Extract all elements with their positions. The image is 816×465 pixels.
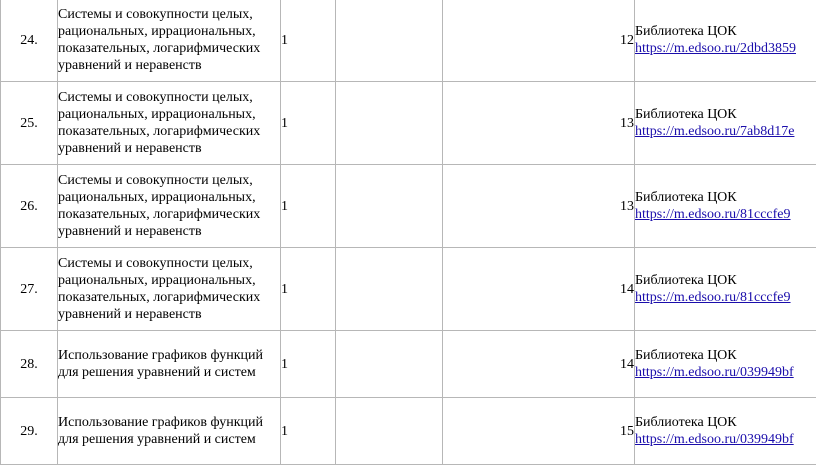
lesson-date: 14 — [443, 331, 635, 398]
control-works-cell — [336, 82, 443, 165]
resource-link[interactable]: https://m.edsoo.ru/81cccfe9 — [635, 289, 816, 306]
lesson-number: 29. — [1, 398, 58, 465]
resource-link[interactable]: https://m.edsoo.ru/81cccfe9 — [635, 206, 816, 223]
lesson-number: 25. — [1, 82, 58, 165]
lesson-date: 13 — [443, 82, 635, 165]
table-row — [1, 82, 816, 165]
resource-title: Библиотека ЦОК — [635, 347, 816, 364]
resource-cell — [635, 331, 816, 398]
control-works-cell — [336, 398, 443, 465]
resource-title: Библиотека ЦОК — [635, 106, 816, 123]
table-row — [1, 331, 816, 398]
lesson-hours: 1 — [281, 248, 336, 331]
lesson-number: 27. — [1, 248, 58, 331]
lesson-hours: 1 — [281, 82, 336, 165]
control-works-cell — [336, 248, 443, 331]
resource-cell — [635, 82, 816, 165]
control-works-cell — [336, 331, 443, 398]
resource-link[interactable]: https://m.edsoo.ru/2dbd3859 — [635, 40, 816, 57]
control-works-cell — [336, 0, 443, 82]
lesson-topic: Системы и совокупности целых, рациональных, иррациональных, показательных, логарифмических уравнений и неравенств — [58, 165, 281, 248]
table-row — [1, 0, 816, 82]
lesson-topic: Использование графиков функций для решения уравнений и систем — [58, 331, 281, 398]
lesson-hours: 1 — [281, 331, 336, 398]
resource-link[interactable]: https://m.edsoo.ru/7ab8d17e — [635, 123, 816, 140]
resource-title: Библиотека ЦОК — [635, 272, 816, 289]
lesson-date: 14 — [443, 248, 635, 331]
resource-cell — [635, 248, 816, 331]
table-row — [1, 165, 816, 248]
lesson-hours: 1 — [281, 165, 336, 248]
lesson-number: 24. — [1, 0, 58, 82]
lesson-date: 12 — [443, 0, 635, 82]
table-row — [1, 248, 816, 331]
lesson-topic: Использование графиков функций для решения уравнений и систем — [58, 398, 281, 465]
resource-link[interactable]: https://m.edsoo.ru/039949bf — [635, 364, 816, 381]
table-row — [1, 398, 816, 465]
lesson-hours: 1 — [281, 0, 336, 82]
lesson-date: 15 — [443, 398, 635, 465]
resource-title: Библиотека ЦОК — [635, 189, 816, 206]
lesson-topic: Системы и совокупности целых, рациональных, иррациональных, показательных, логарифмических уравнений и неравенств — [58, 248, 281, 331]
resource-link[interactable]: https://m.edsoo.ru/039949bf — [635, 431, 816, 448]
lesson-hours: 1 — [281, 398, 336, 465]
resource-cell — [635, 398, 816, 465]
resource-cell — [635, 0, 816, 82]
lesson-topic: Системы и совокупности целых, рациональных, иррациональных, показательных, логарифмических уравнений и неравенств — [58, 82, 281, 165]
resource-title: Библиотека ЦОК — [635, 23, 816, 40]
resource-title: Библиотека ЦОК — [635, 414, 816, 431]
lesson-date: 13 — [443, 165, 635, 248]
lesson-number: 28. — [1, 331, 58, 398]
lesson-number: 26. — [1, 165, 58, 248]
resource-cell — [635, 165, 816, 248]
control-works-cell — [336, 165, 443, 248]
lesson-topic: Системы и совокупности целых, рациональных, иррациональных, показательных, логарифмических уравнений и неравенств — [58, 0, 281, 82]
